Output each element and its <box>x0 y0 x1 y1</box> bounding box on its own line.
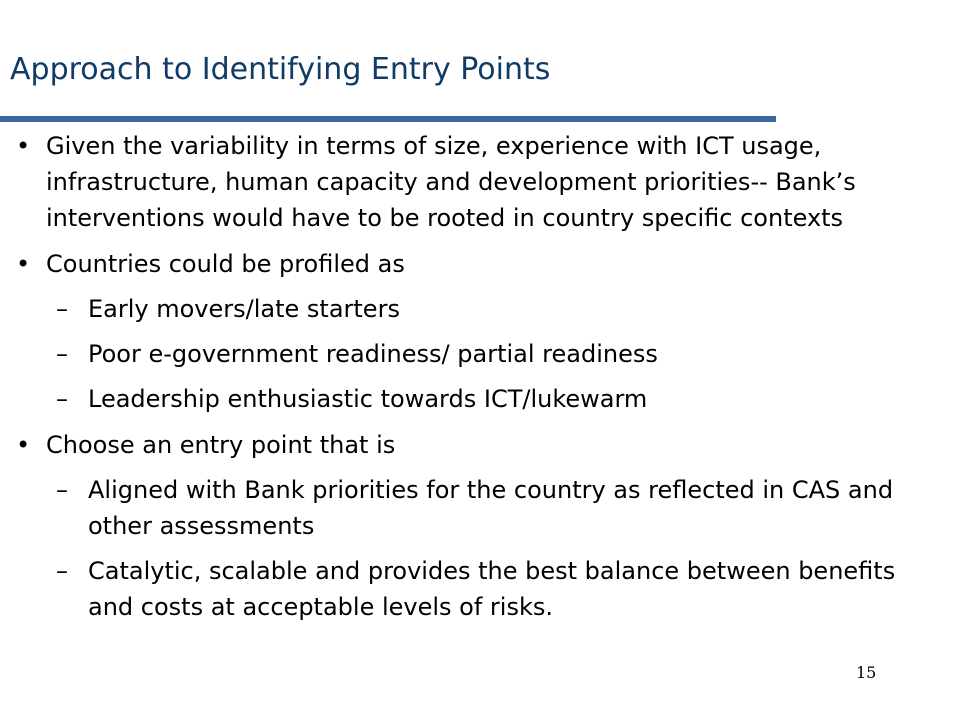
bullet-marker: • <box>16 132 31 160</box>
sub-bullet-text: Leadership enthusiastic towards ICT/lukewarm <box>88 385 648 413</box>
bullet-list <box>0 128 920 625</box>
sub-bullet-item <box>0 291 920 327</box>
sub-bullet-marker: – <box>56 295 68 323</box>
sub-bullet-text: Catalytic, scalable and provides the best balance between benefits and costs at acceptable levels of risks. <box>88 557 896 621</box>
bullet-text: Countries could be profiled as <box>46 250 405 278</box>
sub-bullet-item <box>0 336 920 372</box>
slide-title: Approach to Identifying Entry Points <box>10 52 551 87</box>
bullet-item <box>0 246 920 282</box>
sub-bullet-text: Poor e-government readiness/ partial readiness <box>88 340 658 368</box>
sub-bullet-item <box>0 472 920 544</box>
sub-bullet-item <box>0 553 920 625</box>
sub-bullet-item <box>0 381 920 417</box>
page-number: 15 <box>856 663 877 682</box>
bullet-item <box>0 427 920 463</box>
sub-bullet-text: Aligned with Bank priorities for the country as reflected in CAS and other assessments <box>88 476 894 540</box>
sub-bullet-marker: – <box>56 557 68 585</box>
sub-bullet-marker: – <box>56 385 68 413</box>
bullet-marker: • <box>16 250 31 278</box>
sub-bullet-marker: – <box>56 340 68 368</box>
sub-bullet-marker: – <box>56 476 68 504</box>
title-underline <box>0 116 776 122</box>
bullet-item <box>0 128 920 236</box>
sub-bullet-text: Early movers/late starters <box>88 295 400 323</box>
bullet-text: Choose an entry point that is <box>46 431 396 459</box>
bullet-marker: • <box>16 431 31 459</box>
bullet-text: Given the variability in terms of size, experience with ICT usage, infrastructure, human capacity and development priorities-- Bank’s interventions would have to be rooted in country specific contexts <box>46 132 856 232</box>
